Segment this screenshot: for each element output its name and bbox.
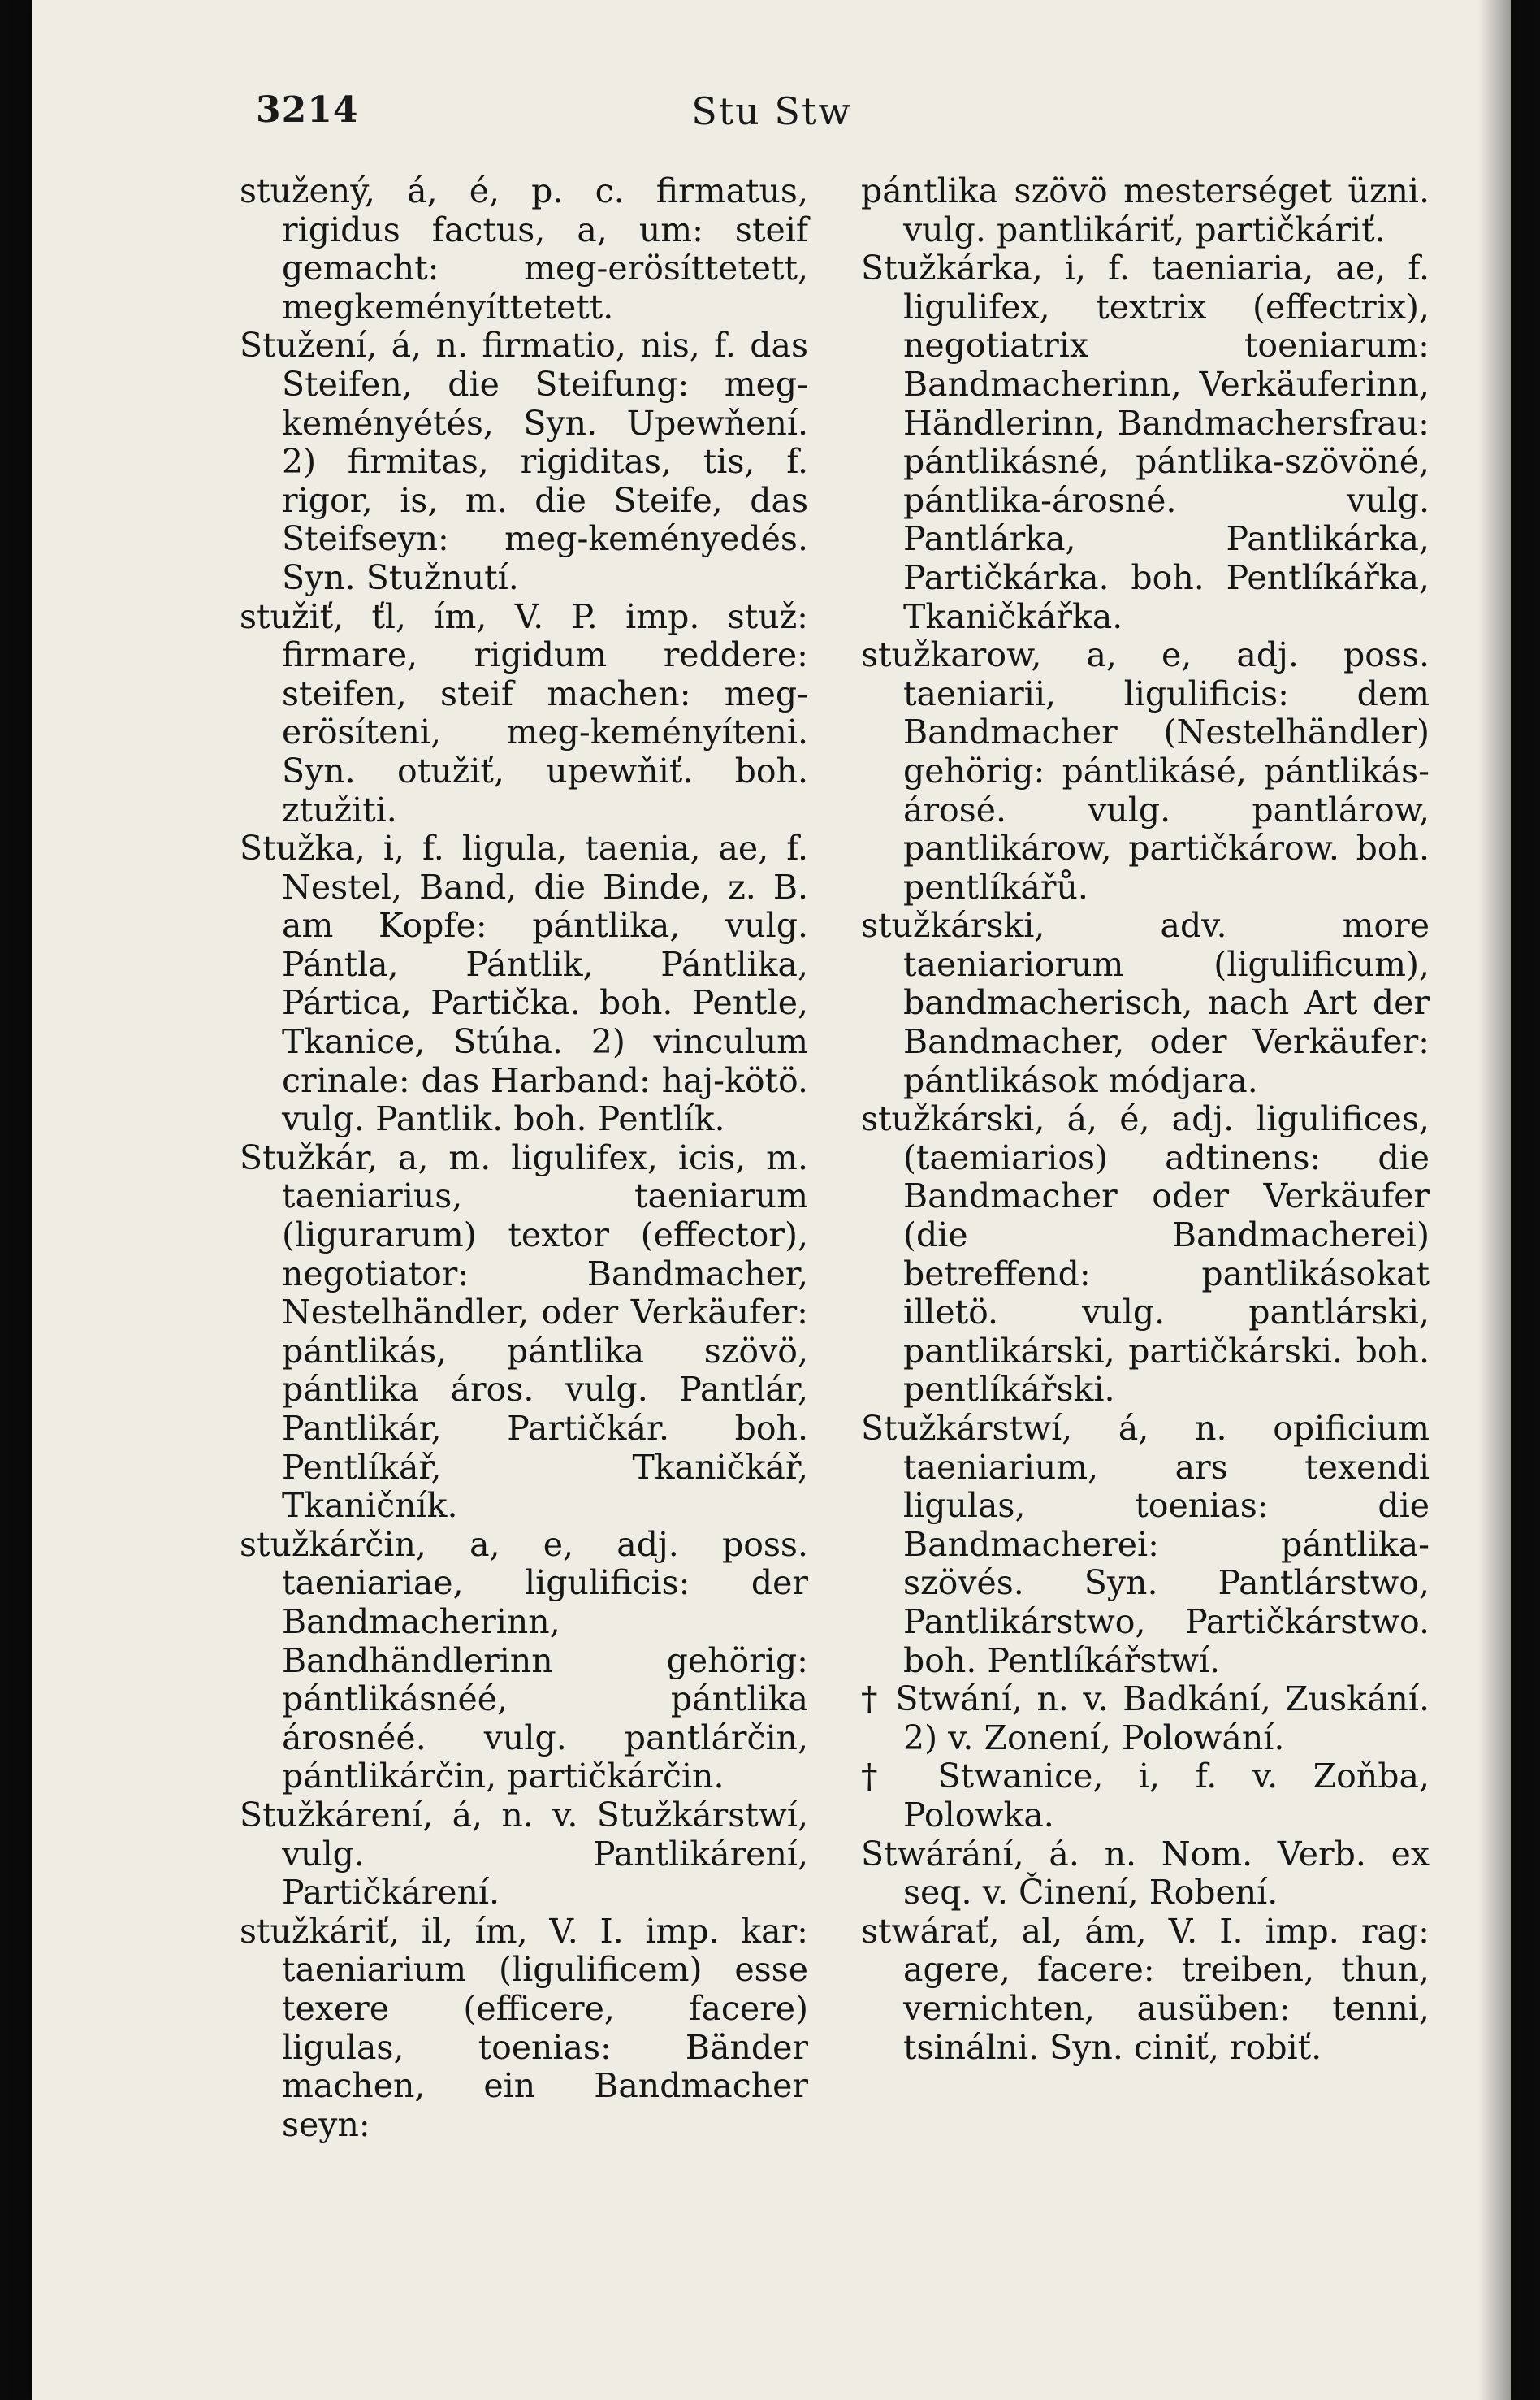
dictionary-entry: stužený, á, é, p. c. firmatus, rigidus factus, a, um: steif gemacht: meg-erösíttetett, megkeményíttetett. [240, 171, 808, 327]
dictionary-entry: † Stwání, n. v. Badkání, Zuskání. 2) v. Zonení, Polowání. [861, 1679, 1430, 1757]
dictionary-entry: stužkárski, adv. more taeniariorum (ligulificum), bandmacherisch, nach Art der Bandmacher, oder Verkäufer: pántlikások módjara. [861, 906, 1430, 1100]
dictionary-entry: stužkáriť, il, ím, V. I. imp. kar: taeniarium (ligulificem) esse texere (efficere, facere) ligulas, toenias: Bänder machen, ein Bandmacher seyn: [240, 1911, 808, 2144]
dictionary-entry: † Stwanice, i, f. v. Zoňba, Polowka. [861, 1757, 1430, 1835]
dictionary-entry: Stužení, á, n. firmatio, nis, f. das Steifen, die Steifung: meg-keményétés, Syn. Upewňení. 2) firmitas, rigiditas, tis, f. rigor, is, m. die Steife, das Steifseyn: meg-keményedés. Syn. Stužnutí. [240, 326, 808, 597]
dictionary-entry: stužiť, ťl, ím, V. P. imp. stuž: firmare, rigidum reddere: steifen, steif machen: meg-erösíteni, meg-keményíteni. Syn. otužiť, upewňiť. boh. ztužiti. [240, 596, 808, 830]
dictionary-entry: stužkarow, a, e, adj. poss. taeniarii, ligulificis: dem Bandmacher (Nestelhändler) gehörig: pántlikásé, pántlikás-árosé. vulg. pantlárow, pantlikárow, partičkárow. boh. pentlíkářů. [861, 635, 1430, 907]
page-number: 3214 [256, 89, 359, 131]
dictionary-entry: Stužka, i, f. ligula, taenia, ae, f. Nestel, Band, die Binde, z. B. am Kopfe: pántlika, vulg. Pántla, Pántlik, Pántlika, Pártica, Partička. boh. Pentle, Tkanice, Stúha. 2) vinculum crinale: das Harband: haj-kötö. vulg. Pantlik. boh. Pentlík. [240, 829, 808, 1139]
page-header [32, 89, 1511, 146]
right-column [861, 172, 1430, 2067]
running-head: Stu Stw [691, 89, 852, 133]
dictionary-entry: Stwárání, á. n. Nom. Verb. ex seq. v. Činení, Robení. [861, 1834, 1430, 1913]
dictionary-entry: stwárať, al, ám, V. I. imp. rag: agere, facere: treiben, thun, vernichten, ausüben: tenni, tsinálni. Syn. ciniť, robiť. [861, 1911, 1430, 2067]
dictionary-entry: Stužkár, a, m. ligulifex, icis, m. taeniarius, taeniarum (ligurarum) textor (effector), negotiator: Bandmacher, Nestelhändler, oder Verkäufer: pántlikás, pántlika szövö, pántlika áros. vulg. Pantlár, Pantlikár, Partičkár. boh. Pentlíkář, Tkaničkář, Tkaničník. [240, 1137, 808, 1526]
book-page [32, 0, 1511, 2400]
dictionary-entry: Stužkárení, á, n. v. Stužkárstwí, vulg. Pantlikárení, Partičkárení. [240, 1795, 808, 1913]
dictionary-entry: stužkárski, á, é, adj. ligulifices, (taemiarios) adtinens: die Bandmacher oder Verkäufer (die Bandmacherei) betreffend: pantlikásokat illetö. vulg. pantlárski, pantlikárski, partičkárski. boh. pentlíkářski. [861, 1099, 1430, 1410]
dictionary-entry: stužkárčin, a, e, adj. poss. taeniariae, ligulificis: der Bandmacherinn, Bandhändlerinn gehörig: pántlikásnéé, pántlika árosnéé. vulg. pantlárčin, pántlikárčin, partičkárčin. [240, 1524, 808, 1796]
dictionary-entry-continuation: pántlika szövö mesterséget üzni. vulg. pantlikáriť, partičkáriť. [861, 171, 1430, 249]
dictionary-entry: Stužkárka, i, f. taeniaria, ae, f. ligulifex, textrix (effectrix), negotiatrix toeniarum: Bandmacherinn, Verkäuferinn, Händlerinn, Bandmachersfrau: pántlikásné, pántlika-szövöné, pántlika-árosné. vulg. Pantlárka, Pantlikárka, Partičkárka. boh. Pentlíkářka, Tkaničkářka. [861, 249, 1430, 636]
left-column [240, 172, 808, 2144]
dictionary-entry: Stužkárstwí, á, n. opificium taeniarium, ars texendi ligulas, toenias: die Bandmacherei: pántlika-szövés. Syn. Pantlárstwo, Pantlikárstwo, Partičkárstwo. boh. Pentlíkářstwí. [861, 1409, 1430, 1680]
